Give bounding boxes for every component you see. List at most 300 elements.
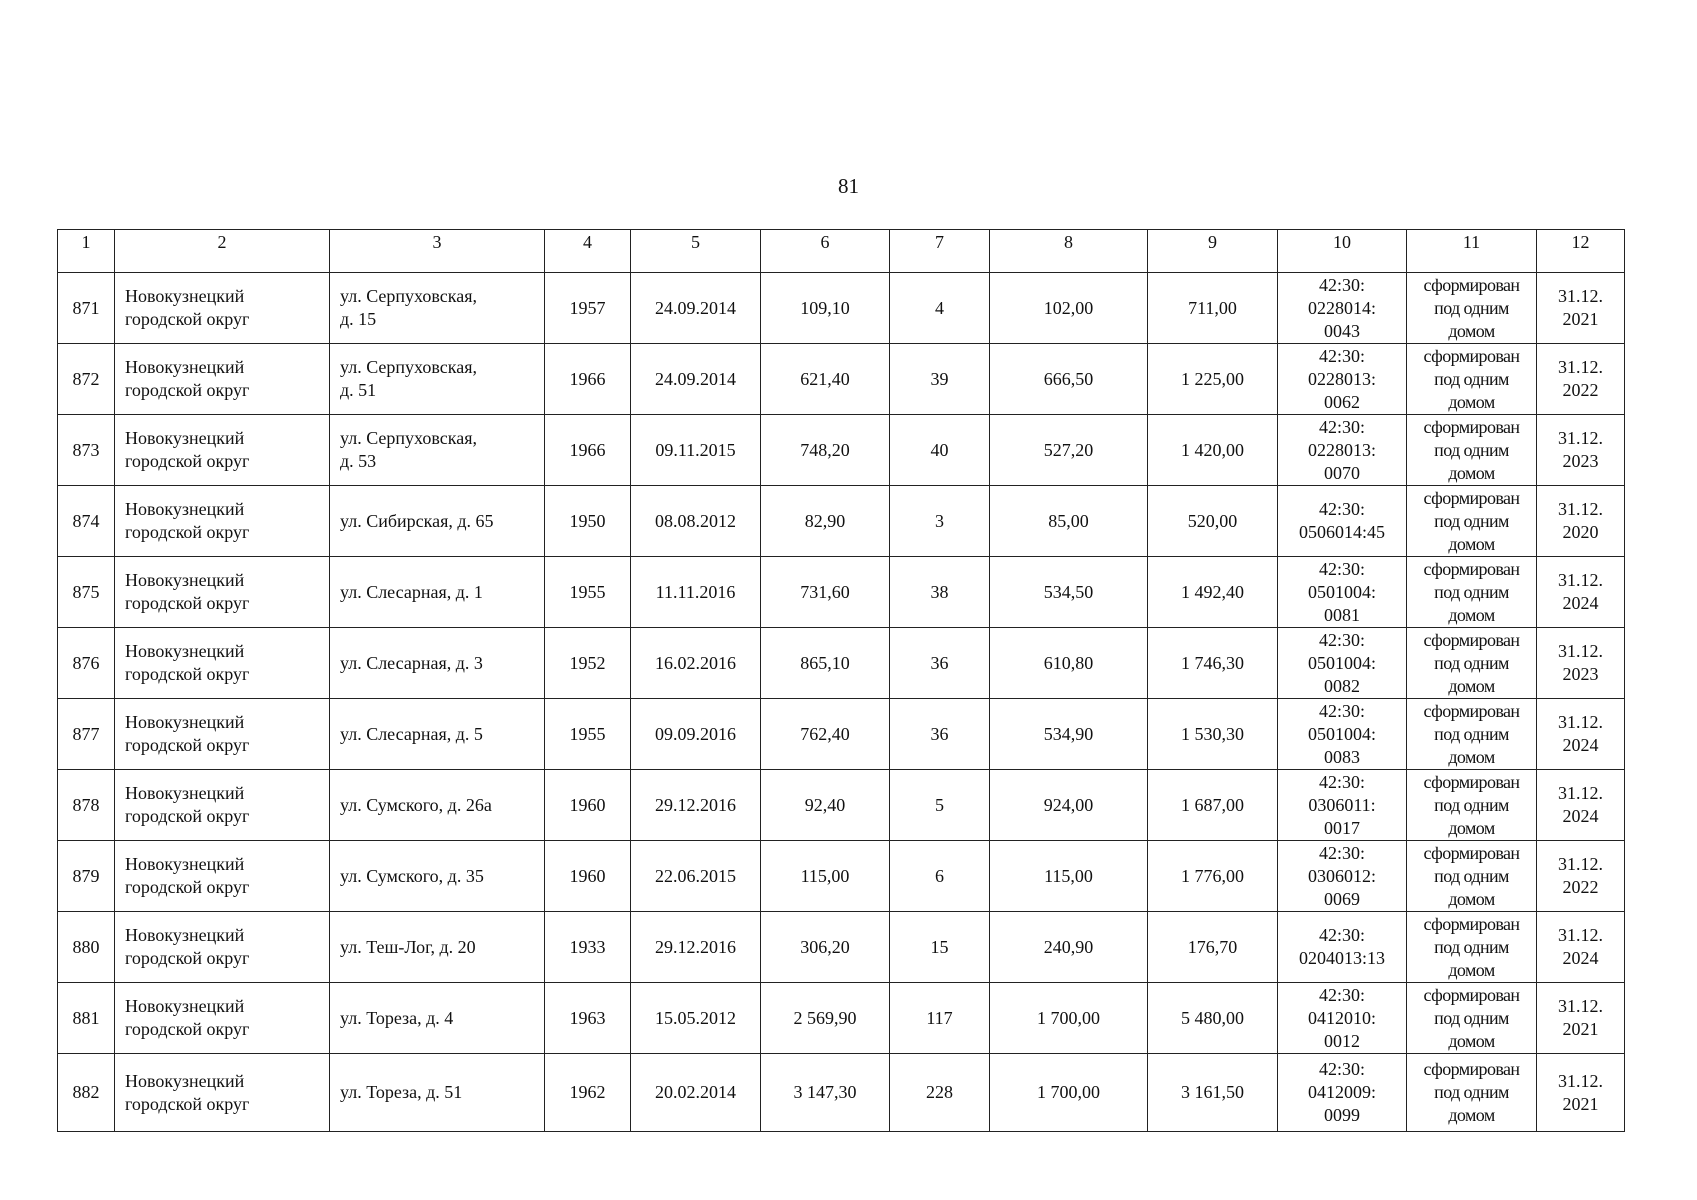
date-cell	[631, 983, 761, 1054]
col9-value-line: 520,00	[1187, 510, 1238, 531]
plot-status-line: домом	[1448, 391, 1495, 412]
cadastral-number-line: 0043	[1324, 320, 1360, 341]
cadastral-number-line: 42:30:	[1318, 771, 1365, 792]
municipality-cell	[115, 273, 330, 344]
address-line: д. 51	[340, 380, 377, 400]
cadastral-number-cell	[1278, 486, 1407, 557]
column-header-1: 1	[58, 230, 115, 273]
plot-status-cell	[1407, 344, 1537, 415]
deadline-date-line: 31.12.	[1558, 499, 1603, 519]
col6-value-cell	[761, 628, 890, 699]
cadastral-number-line: 42:30:	[1318, 345, 1365, 366]
date-line: 08.08.2012	[655, 510, 736, 531]
col7-value-cell	[890, 699, 990, 770]
col6-value-line: 865,10	[800, 652, 850, 673]
col9-value-cell	[1148, 983, 1278, 1054]
year-built-line: 1963	[569, 1007, 606, 1028]
row-number-line: 874	[72, 510, 100, 531]
col9-value-cell	[1148, 841, 1278, 912]
address-cell	[330, 983, 545, 1054]
year-built-line: 1950	[569, 510, 606, 531]
table-row	[58, 912, 1625, 983]
year-built-cell	[545, 699, 631, 770]
table-row	[58, 983, 1625, 1054]
col8-value-line: 924,00	[1043, 794, 1094, 815]
cadastral-number-cell	[1278, 841, 1407, 912]
date-line: 29.12.2016	[655, 794, 736, 815]
plot-status-line: сформирован	[1423, 842, 1520, 863]
col9-value-cell	[1148, 273, 1278, 344]
cadastral-number-cell	[1278, 273, 1407, 344]
row-number-cell	[58, 486, 115, 557]
registry-table	[57, 229, 1625, 1132]
plot-status-line: сформирован	[1423, 984, 1520, 1005]
plot-status-cell	[1407, 912, 1537, 983]
col7-value-line: 36	[930, 652, 949, 673]
cadastral-number-cell	[1278, 770, 1407, 841]
cadastral-number-line: 0306011:	[1308, 794, 1376, 815]
address-line: ул. Слесарная, д. 1	[340, 581, 483, 602]
municipality-line: Новокузнецкий	[125, 854, 245, 874]
municipality-cell	[115, 415, 330, 486]
plot-status-line: под одним	[1434, 865, 1509, 886]
deadline-date-line: 31.12.	[1558, 286, 1603, 306]
col8-value-cell	[990, 912, 1148, 983]
address-line: ул. Серпуховская,	[340, 357, 477, 377]
col6-value-line: 762,40	[800, 723, 850, 744]
municipality-cell	[115, 770, 330, 841]
municipality-cell	[115, 557, 330, 628]
plot-status-cell	[1407, 273, 1537, 344]
row-number-line: 873	[72, 439, 100, 460]
col7-value-line: 6	[935, 865, 944, 886]
col8-value-cell	[990, 770, 1148, 841]
col8-value-line: 115,00	[1044, 865, 1093, 886]
address-line: ул. Тореза, д. 4	[340, 1007, 454, 1028]
date-cell	[631, 628, 761, 699]
col9-value-cell	[1148, 770, 1278, 841]
col8-value-cell	[990, 699, 1148, 770]
address-cell	[330, 770, 545, 841]
table-row	[58, 415, 1625, 486]
plot-status-line: под одним	[1434, 297, 1509, 318]
col7-value-cell	[890, 557, 990, 628]
municipality-cell	[115, 699, 330, 770]
plot-status-line: под одним	[1434, 368, 1509, 389]
col9-value-cell	[1148, 912, 1278, 983]
cadastral-number-line: 0017	[1324, 817, 1360, 838]
col9-value-line: 1 492,40	[1181, 581, 1244, 602]
deadline-date-cell	[1537, 1054, 1625, 1132]
col8-value-cell	[990, 983, 1148, 1054]
year-built-line: 1966	[569, 439, 606, 460]
address-cell	[330, 628, 545, 699]
col7-value-cell	[890, 912, 990, 983]
page-number: 81	[838, 174, 859, 198]
col9-value-line: 176,70	[1187, 936, 1238, 957]
deadline-date-cell	[1537, 344, 1625, 415]
col8-value-line: 85,00	[1048, 510, 1089, 531]
year-built-line: 1955	[569, 723, 606, 744]
municipality-line: городской округ	[125, 593, 250, 613]
plot-status-cell	[1407, 983, 1537, 1054]
municipality-line: городской округ	[125, 664, 250, 684]
address-cell	[330, 557, 545, 628]
deadline-date-line: 2021	[1562, 309, 1599, 329]
col7-value-line: 39	[930, 368, 949, 389]
plot-status-line: домом	[1448, 888, 1495, 909]
deadline-date-cell	[1537, 486, 1625, 557]
col7-value-line: 15	[930, 936, 949, 957]
municipality-line: Новокузнецкий	[125, 641, 245, 661]
cadastral-number-line: 0070	[1324, 462, 1360, 483]
cadastral-number-line: 0069	[1324, 888, 1360, 909]
table-row	[58, 486, 1625, 557]
deadline-date-line: 2024	[1562, 593, 1599, 613]
date-line: 24.09.2014	[655, 368, 736, 389]
row-number-cell	[58, 841, 115, 912]
deadline-date-cell	[1537, 273, 1625, 344]
row-number-line: 872	[72, 368, 100, 389]
year-built-line: 1960	[569, 794, 606, 815]
plot-status-line: сформирован	[1423, 700, 1520, 721]
col8-value-cell	[990, 557, 1148, 628]
cadastral-number-cell	[1278, 415, 1407, 486]
col9-value-cell	[1148, 628, 1278, 699]
deadline-date-cell	[1537, 415, 1625, 486]
municipality-line: городской округ	[125, 309, 250, 329]
plot-status-cell	[1407, 486, 1537, 557]
municipality-cell	[115, 983, 330, 1054]
cadastral-number-cell	[1278, 912, 1407, 983]
year-built-cell	[545, 983, 631, 1054]
year-built-cell	[545, 912, 631, 983]
col6-value-cell	[761, 486, 890, 557]
col6-value-line: 82,90	[804, 510, 846, 531]
column-header-4: 4	[545, 230, 631, 273]
year-built-line: 1962	[569, 1082, 606, 1102]
year-built-line: 1957	[569, 297, 606, 318]
year-built-line: 1955	[569, 581, 606, 602]
table-row	[58, 1054, 1625, 1132]
address-line: д. 15	[340, 309, 377, 329]
row-number-cell	[58, 557, 115, 628]
row-number-line: 878	[72, 794, 100, 815]
cadastral-number-line: 0228014:	[1307, 297, 1376, 318]
col6-value-line: 731,60	[800, 581, 850, 602]
address-cell	[330, 344, 545, 415]
col7-value-cell	[890, 486, 990, 557]
deadline-date-line: 2024	[1562, 806, 1599, 826]
plot-status-line: домом	[1448, 462, 1495, 483]
deadline-date-cell	[1537, 983, 1625, 1054]
date-cell	[631, 344, 761, 415]
municipality-cell	[115, 841, 330, 912]
col6-value-line: 92,40	[804, 794, 846, 815]
year-built-cell	[545, 486, 631, 557]
municipality-line: Новокузнецкий	[125, 783, 245, 803]
date-cell	[631, 912, 761, 983]
plot-status-line: сформирован	[1423, 487, 1520, 508]
cadastral-number-line: 0501004:	[1307, 581, 1376, 602]
plot-status-line: домом	[1448, 817, 1495, 838]
plot-status-line: под одним	[1434, 936, 1509, 957]
year-built-cell	[545, 770, 631, 841]
municipality-line: городской округ	[125, 877, 250, 897]
table-body	[58, 273, 1625, 1132]
deadline-date-line: 31.12.	[1558, 854, 1603, 874]
col6-value-cell	[761, 273, 890, 344]
col6-value-cell	[761, 841, 890, 912]
col8-value-cell	[990, 344, 1148, 415]
col9-value-line: 3 161,50	[1181, 1082, 1244, 1102]
col9-value-line: 711,00	[1188, 297, 1237, 318]
cadastral-number-line: 0062	[1324, 391, 1360, 412]
municipality-line: Новокузнецкий	[125, 925, 245, 945]
col6-value-cell	[761, 344, 890, 415]
row-number-cell	[58, 628, 115, 699]
column-header-7: 7	[890, 230, 990, 273]
cadastral-number-line: 0228013:	[1307, 368, 1376, 389]
column-header-2: 2	[115, 230, 330, 273]
col8-value-line: 610,80	[1043, 652, 1094, 673]
plot-status-line: домом	[1448, 675, 1495, 696]
col8-value-line: 1 700,00	[1037, 1082, 1100, 1102]
row-number-line: 880	[72, 936, 100, 957]
plot-status-line: под одним	[1434, 794, 1509, 815]
address-line: ул. Сумского, д. 35	[340, 865, 484, 886]
row-number-cell	[58, 912, 115, 983]
col7-value-line: 3	[935, 510, 944, 531]
address-line: ул. Серпуховская,	[340, 428, 477, 448]
municipality-cell	[115, 344, 330, 415]
plot-status-line: сформирован	[1423, 629, 1520, 650]
row-number-cell	[58, 983, 115, 1054]
column-header-6: 6	[761, 230, 890, 273]
deadline-date-line: 31.12.	[1558, 428, 1603, 448]
municipality-line: Новокузнецкий	[125, 357, 245, 377]
address-line: ул. Теш-Лог, д. 20	[340, 936, 476, 957]
plot-status-line: домом	[1448, 959, 1495, 980]
row-number-line: 882	[72, 1082, 100, 1102]
table-row	[58, 699, 1625, 770]
col8-value-line: 534,50	[1043, 581, 1094, 602]
col9-value-line: 1 420,00	[1181, 439, 1244, 460]
address-cell	[330, 273, 545, 344]
deadline-date-line: 2024	[1562, 948, 1599, 968]
deadline-date-cell	[1537, 628, 1625, 699]
col7-value-cell	[890, 628, 990, 699]
col8-value-cell	[990, 628, 1148, 699]
address-line: ул. Сумского, д. 26а	[340, 794, 492, 815]
address-cell	[330, 486, 545, 557]
address-cell	[330, 415, 545, 486]
col9-value-line: 1 687,00	[1181, 794, 1244, 815]
date-cell	[631, 415, 761, 486]
col6-value-cell	[761, 983, 890, 1054]
date-cell	[631, 557, 761, 628]
col7-value-line: 4	[935, 297, 944, 318]
plot-status-cell	[1407, 770, 1537, 841]
col6-value-line: 109,10	[800, 297, 850, 318]
year-built-line: 1952	[569, 652, 606, 673]
deadline-date-line: 2021	[1562, 1019, 1599, 1039]
col9-value-cell	[1148, 486, 1278, 557]
cadastral-number-line: 42:30:	[1318, 274, 1365, 295]
municipality-cell	[115, 486, 330, 557]
plot-status-cell	[1407, 415, 1537, 486]
row-number-line: 871	[72, 297, 100, 318]
plot-status-line: сформирован	[1423, 913, 1520, 934]
col6-value-cell	[761, 1054, 890, 1132]
plot-status-line: под одним	[1434, 652, 1509, 673]
col6-value-line: 306,20	[800, 936, 850, 957]
col9-value-cell	[1148, 344, 1278, 415]
year-built-cell	[545, 1054, 631, 1132]
cadastral-number-line: 0081	[1324, 604, 1360, 625]
cadastral-number-line: 0412009:	[1307, 1082, 1376, 1102]
col6-value-cell	[761, 557, 890, 628]
col6-value-cell	[761, 912, 890, 983]
col8-value-cell	[990, 273, 1148, 344]
col9-value-line: 1 530,30	[1181, 723, 1244, 744]
col6-value-line: 2 569,90	[793, 1007, 857, 1028]
cadastral-number-line: 0306012:	[1307, 865, 1376, 886]
municipality-line: Новокузнецкий	[125, 286, 245, 306]
address-line: ул. Слесарная, д. 5	[340, 723, 483, 744]
deadline-date-line: 31.12.	[1558, 641, 1603, 661]
column-header-10: 10	[1278, 230, 1407, 273]
plot-status-line: под одним	[1434, 510, 1509, 531]
row-number-cell	[58, 699, 115, 770]
plot-status-cell	[1407, 699, 1537, 770]
cadastral-number-line: 0082	[1324, 675, 1360, 696]
col9-value-cell	[1148, 1054, 1278, 1132]
cadastral-number-line: 42:30:	[1318, 558, 1365, 579]
col9-value-line: 1 776,00	[1181, 865, 1244, 886]
cadastral-number-line: 0506014:45	[1298, 522, 1385, 542]
municipality-line: городской округ	[125, 948, 250, 968]
cadastral-number-line: 0412010:	[1307, 1007, 1376, 1028]
col6-value-line: 115,00	[800, 865, 850, 886]
date-line: 24.09.2014	[655, 297, 736, 318]
municipality-line: городской округ	[125, 806, 250, 826]
address-line: ул. Тореза, д. 51	[340, 1082, 463, 1102]
col8-value-cell	[990, 415, 1148, 486]
col7-value-cell	[890, 415, 990, 486]
cadastral-number-line: 0083	[1324, 746, 1360, 767]
col7-value-cell	[890, 1054, 990, 1132]
cadastral-number-line: 0099	[1324, 1105, 1360, 1125]
municipality-line: городской округ	[125, 1019, 250, 1039]
col6-value-line: 3 147,30	[793, 1082, 857, 1102]
row-number-line: 879	[72, 865, 100, 886]
municipality-line: Новокузнецкий	[125, 428, 245, 448]
deadline-date-cell	[1537, 770, 1625, 841]
plot-status-line: под одним	[1434, 439, 1509, 460]
col7-value-line: 228	[926, 1082, 953, 1102]
cadastral-number-line: 42:30:	[1318, 984, 1365, 1005]
date-cell	[631, 273, 761, 344]
cadastral-number-line: 0012	[1324, 1030, 1360, 1051]
cadastral-number-line: 0204013:13	[1298, 948, 1385, 968]
col9-value-line: 1 225,00	[1181, 368, 1244, 389]
municipality-line: Новокузнецкий	[125, 570, 245, 590]
col7-value-line: 40	[930, 439, 949, 460]
deadline-date-line: 31.12.	[1558, 925, 1603, 945]
year-built-cell	[545, 273, 631, 344]
row-number-cell	[58, 344, 115, 415]
date-cell	[631, 1054, 761, 1132]
table-row	[58, 273, 1625, 344]
col7-value-cell	[890, 344, 990, 415]
col7-value-line: 38	[930, 581, 949, 602]
municipality-cell	[115, 1054, 330, 1132]
cadastral-number-line: 0501004:	[1307, 652, 1376, 673]
year-built-cell	[545, 628, 631, 699]
cadastral-number-cell	[1278, 628, 1407, 699]
date-line: 29.12.2016	[655, 936, 736, 957]
col8-value-cell	[990, 1054, 1148, 1132]
col9-value-cell	[1148, 557, 1278, 628]
address-cell	[330, 699, 545, 770]
date-line: 09.11.2015	[655, 439, 736, 460]
row-number-cell	[58, 273, 115, 344]
column-header-5: 5	[631, 230, 761, 273]
cadastral-number-line: 42:30:	[1318, 1059, 1365, 1079]
col8-value-line: 666,50	[1043, 368, 1094, 389]
year-built-line: 1933	[569, 936, 606, 957]
col8-value-line: 102,00	[1043, 297, 1094, 318]
column-header-9: 9	[1148, 230, 1278, 273]
municipality-line: Новокузнецкий	[125, 712, 245, 732]
plot-status-line: под одним	[1434, 581, 1509, 602]
cadastral-number-line: 42:30:	[1318, 925, 1365, 945]
plot-status-cell	[1407, 557, 1537, 628]
plot-status-line: сформирован	[1423, 416, 1520, 437]
plot-status-cell	[1407, 841, 1537, 912]
date-cell	[631, 699, 761, 770]
cadastral-number-line: 0501004:	[1307, 723, 1376, 744]
plot-status-line: под одним	[1434, 1082, 1509, 1102]
plot-status-line: домом	[1448, 1030, 1495, 1051]
deadline-date-line: 31.12.	[1558, 1070, 1603, 1091]
table-row	[58, 628, 1625, 699]
plot-status-cell	[1407, 1054, 1537, 1132]
plot-status-line: сформирован	[1423, 771, 1520, 792]
plot-status-line: домом	[1448, 320, 1495, 341]
table-row	[58, 557, 1625, 628]
row-number-line: 876	[72, 652, 100, 673]
plot-status-cell	[1407, 628, 1537, 699]
date-cell	[631, 486, 761, 557]
address-line: ул. Сибирская, д. 65	[340, 510, 494, 531]
col9-value-line: 5 480,00	[1181, 1007, 1244, 1028]
col9-value-line: 1 746,30	[1181, 652, 1244, 673]
col7-value-cell	[890, 770, 990, 841]
date-line: 22.06.2015	[655, 865, 736, 886]
deadline-date-line: 2023	[1562, 664, 1599, 684]
col8-value-line: 240,90	[1043, 936, 1094, 957]
deadline-date-line: 31.12.	[1558, 570, 1603, 590]
col7-value-line: 117	[926, 1007, 953, 1028]
col8-value-line: 1 700,00	[1037, 1007, 1100, 1028]
year-built-line: 1960	[569, 865, 606, 886]
row-number-line: 875	[72, 581, 100, 602]
col8-value-cell	[990, 486, 1148, 557]
address-cell	[330, 1054, 545, 1132]
deadline-date-line: 2021	[1562, 1093, 1599, 1114]
